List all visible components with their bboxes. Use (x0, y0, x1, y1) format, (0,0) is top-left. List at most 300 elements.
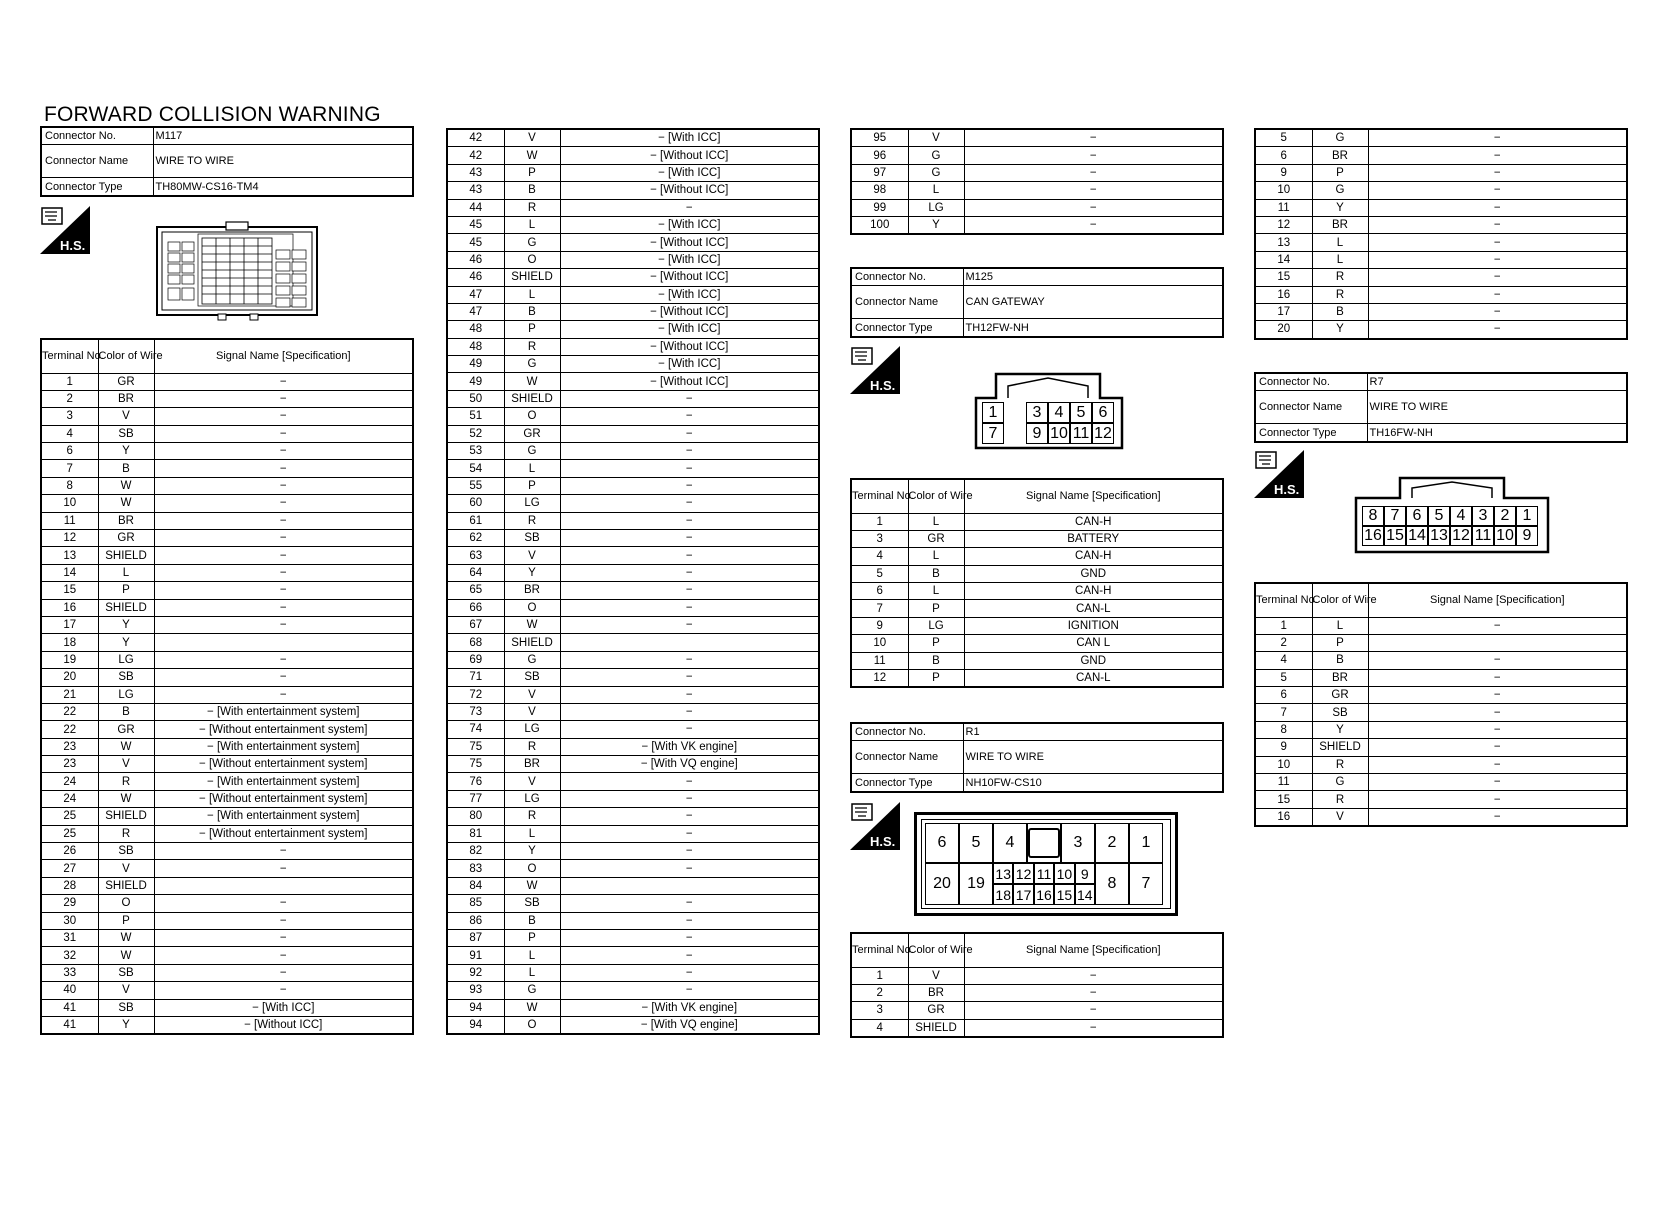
wire-color-cell: L (908, 182, 964, 199)
terminal-cell: 81 (447, 825, 504, 842)
terminal-cell: 71 (447, 669, 504, 686)
pin-cell: 14 (1075, 884, 1095, 905)
signal-cell: − [Without ICC] (560, 269, 819, 286)
terminal-cell: 85 (447, 895, 504, 912)
terminal-cell: 3 (41, 408, 98, 425)
hs-label: H.S. (1274, 482, 1300, 497)
table-row (1255, 269, 1627, 286)
harness-side-icon (1254, 450, 1304, 498)
table-row (447, 669, 819, 686)
wire-color-cell: L (1312, 251, 1368, 268)
pin-table-r7 (1254, 582, 1628, 827)
wire-color-cell: SB (98, 964, 154, 981)
signal-cell: − [With ICC] (560, 216, 819, 233)
wire-color-cell: BR (504, 582, 560, 599)
signal-cell: − [Without ICC] (560, 338, 819, 355)
terminal-cell: 6 (851, 583, 908, 600)
terminal-cell: 9 (1255, 164, 1312, 181)
wire-color-cell: V (1312, 808, 1368, 826)
wire-color-cell: O (98, 895, 154, 912)
terminal-cell: 16 (1255, 286, 1312, 303)
table-row (41, 999, 413, 1016)
col-header-signal: Signal Name [Specification] (964, 933, 1223, 967)
wire-color-cell: W (98, 930, 154, 947)
signal-cell: − [Without entertainment system] (154, 721, 413, 738)
wire-color-cell: W (98, 947, 154, 964)
wire-color-cell: V (504, 129, 560, 147)
signal-cell: − (560, 895, 819, 912)
signal-cell: − [Without ICC] (560, 303, 819, 320)
table-row (41, 982, 413, 999)
table-row (41, 860, 413, 877)
wire-color-cell: G (908, 164, 964, 181)
pin-table-m117-end (850, 128, 1224, 235)
table-row (447, 582, 819, 599)
table-row (1255, 634, 1627, 651)
signal-cell: − (1368, 182, 1627, 199)
table-row (851, 1002, 1223, 1019)
terminal-cell: 73 (447, 703, 504, 720)
table-row (447, 982, 819, 999)
table-row (447, 808, 819, 825)
wire-color-cell: GR (98, 530, 154, 547)
terminal-cell: 31 (41, 930, 98, 947)
pin-cell: 11 (1070, 423, 1092, 444)
wire-color-cell: L (504, 947, 560, 964)
wire-color-cell: L (908, 583, 964, 600)
wire-color-cell: Y (98, 1016, 154, 1034)
signal-cell: − (1368, 199, 1627, 216)
terminal-cell: 46 (447, 269, 504, 286)
col-header-terminal: Terminal No. (1255, 583, 1312, 617)
signal-cell: GND (964, 565, 1223, 582)
terminal-cell: 83 (447, 860, 504, 877)
rows-r7 (1255, 617, 1627, 826)
signal-cell (560, 634, 819, 651)
wire-color-cell: GR (98, 721, 154, 738)
table-row (447, 738, 819, 755)
terminal-cell: 53 (447, 443, 504, 460)
table-row (447, 1016, 819, 1034)
terminal-cell: 1 (851, 513, 908, 530)
label-connector-no: Connector No. (1255, 373, 1367, 391)
wire-color-cell: L (1312, 617, 1368, 634)
signal-cell: − (154, 425, 413, 442)
terminal-cell: 16 (1255, 808, 1312, 826)
wire-color-cell: V (98, 860, 154, 877)
wire-color-cell: LG (504, 790, 560, 807)
pin-cell: 4 (993, 823, 1027, 863)
table-row (1255, 687, 1627, 704)
wire-color-cell: Y (98, 634, 154, 651)
wire-color-cell: B (98, 460, 154, 477)
rows-r1 (851, 967, 1223, 1037)
terminal-cell: 96 (851, 147, 908, 164)
table-row (1255, 808, 1627, 826)
wire-color-cell: V (908, 967, 964, 984)
wire-color-cell: B (504, 912, 560, 929)
signal-cell: − [With ICC] (560, 286, 819, 303)
table-row (1255, 182, 1627, 199)
terminal-cell: 4 (41, 425, 98, 442)
signal-cell: − [With VK engine] (560, 999, 819, 1016)
signal-cell (560, 877, 819, 894)
pin-cell: 11 (1034, 863, 1054, 884)
hs-label: H.S. (60, 238, 86, 253)
signal-cell: − [With VQ engine] (560, 756, 819, 773)
signal-cell: − [Without ICC] (560, 147, 819, 164)
signal-cell: − (560, 390, 819, 407)
connector-name-value: WIRE TO WIRE (1367, 391, 1627, 424)
wire-color-cell: L (908, 513, 964, 530)
terminal-cell: 48 (447, 321, 504, 338)
terminal-cell: 64 (447, 564, 504, 581)
pin-cell: 8 (1362, 506, 1384, 526)
table-row (1255, 791, 1627, 808)
table-row (41, 738, 413, 755)
signal-cell: − [With ICC] (560, 356, 819, 373)
signal-cell: − (154, 373, 413, 390)
signal-cell: − (964, 129, 1223, 147)
wire-color-cell: V (504, 686, 560, 703)
signal-cell: − (560, 929, 819, 946)
harness-side-icon (40, 206, 90, 254)
wire-color-cell: L (1312, 234, 1368, 251)
wire-color-cell: LG (504, 721, 560, 738)
signal-cell: CAN-H (964, 548, 1223, 565)
connector-type-value: NH10FW-CS10 (963, 774, 1223, 792)
connector-no-value: R1 (963, 723, 1223, 741)
wire-color-cell: W (504, 147, 560, 164)
table-row (41, 808, 413, 825)
signal-cell: − (154, 616, 413, 633)
terminal-cell: 14 (41, 564, 98, 581)
table-row (1255, 147, 1627, 164)
wire-color-cell: GR (1312, 687, 1368, 704)
signal-cell: − (1368, 251, 1627, 268)
table-row (447, 269, 819, 286)
terminal-cell: 47 (447, 286, 504, 303)
terminal-cell: 60 (447, 495, 504, 512)
table-row (447, 338, 819, 355)
table-row (1255, 321, 1627, 339)
table-row (41, 912, 413, 929)
table-row (447, 129, 819, 147)
wire-color-cell: V (504, 703, 560, 720)
signal-cell: − (560, 964, 819, 981)
signal-cell: − [With entertainment system] (154, 703, 413, 720)
table-row (447, 443, 819, 460)
signal-cell: − (154, 582, 413, 599)
table-row (447, 356, 819, 373)
signal-cell: − [Without ICC] (560, 373, 819, 390)
wire-color-cell: BR (908, 984, 964, 1001)
signal-cell: GND (964, 652, 1223, 669)
table-row (851, 182, 1223, 199)
wire-color-cell: BR (98, 390, 154, 407)
label-connector-no: Connector No. (851, 723, 963, 741)
table-row (447, 947, 819, 964)
terminal-cell: 17 (1255, 303, 1312, 320)
table-row (41, 564, 413, 581)
terminal-cell: 11 (1255, 774, 1312, 791)
signal-cell: − (964, 147, 1223, 164)
pin-table-r1 (850, 932, 1224, 1038)
wire-color-cell: W (98, 477, 154, 494)
pin-cell: 9 (1026, 423, 1048, 444)
terminal-cell: 68 (447, 634, 504, 651)
table-row (447, 303, 819, 320)
table-row (447, 773, 819, 790)
signal-cell: − [With entertainment system] (154, 738, 413, 755)
table-row (447, 877, 819, 894)
table-row (447, 460, 819, 477)
wire-color-cell: R (504, 512, 560, 529)
signal-cell: − (154, 982, 413, 999)
signal-cell: − (154, 460, 413, 477)
label-connector-name: Connector Name (1255, 391, 1367, 424)
terminal-cell: 4 (851, 548, 908, 565)
table-row (41, 634, 413, 651)
pin-cell: 13 (1428, 526, 1450, 546)
connector-face-m125 (974, 372, 1124, 450)
signal-cell: − [Without entertainment system] (154, 790, 413, 807)
signal-cell: − (1368, 704, 1627, 721)
signal-cell: − [With ICC] (560, 164, 819, 181)
table-row (851, 617, 1223, 634)
terminal-cell: 24 (41, 790, 98, 807)
terminal-cell: 17 (41, 616, 98, 633)
wire-color-cell: G (504, 651, 560, 668)
pin-cell: 16 (1034, 884, 1054, 905)
wire-color-cell: W (504, 616, 560, 633)
connector-header-r1 (850, 722, 1224, 793)
table-row (41, 895, 413, 912)
table-row (851, 565, 1223, 582)
signal-cell: − (560, 199, 819, 216)
terminal-cell: 67 (447, 616, 504, 633)
wire-color-cell: G (504, 234, 560, 251)
signal-cell: − (154, 843, 413, 860)
wire-color-cell: SB (504, 669, 560, 686)
wire-color-cell: R (98, 773, 154, 790)
wire-color-cell: P (98, 912, 154, 929)
table-row (41, 616, 413, 633)
terminal-cell: 18 (41, 634, 98, 651)
table-row (447, 147, 819, 164)
table-row (41, 721, 413, 738)
terminal-cell: 91 (447, 947, 504, 964)
terminal-cell: 47 (447, 303, 504, 320)
wire-color-cell: W (504, 373, 560, 390)
wire-color-cell: W (98, 495, 154, 512)
signal-cell: CAN-L (964, 600, 1223, 617)
table-row (1255, 774, 1627, 791)
signal-cell: − (560, 529, 819, 546)
pin-cell: 7 (1129, 863, 1163, 905)
rows-m125 (851, 513, 1223, 687)
wire-color-cell: B (1312, 303, 1368, 320)
terminal-cell: 24 (41, 773, 98, 790)
connector-name-value: CAN GATEWAY (963, 286, 1223, 319)
pin-cell (1004, 423, 1026, 444)
pin-cell: 11 (1472, 526, 1494, 546)
signal-cell: − (154, 547, 413, 564)
pin-table-m117-continued (446, 128, 820, 1035)
rows-m117 (41, 373, 413, 1034)
table-row (41, 373, 413, 390)
pin-cell: 13 (993, 863, 1013, 884)
terminal-cell: 15 (1255, 791, 1312, 808)
signal-cell: − (154, 599, 413, 616)
table-row (1255, 303, 1627, 320)
table-row (1255, 234, 1627, 251)
terminal-cell: 41 (41, 999, 98, 1016)
wire-color-cell: V (98, 982, 154, 999)
terminal-cell: 4 (1255, 652, 1312, 669)
wire-color-cell: Y (504, 843, 560, 860)
table-row (41, 964, 413, 981)
wire-color-cell: O (504, 599, 560, 616)
signal-cell: − (154, 686, 413, 703)
terminal-cell: 45 (447, 216, 504, 233)
connector-name-value: WIRE TO WIRE (963, 741, 1223, 774)
label-connector-type: Connector Type (1255, 424, 1367, 442)
wire-color-cell: P (98, 582, 154, 599)
table-row (447, 721, 819, 738)
terminal-cell: 99 (851, 199, 908, 216)
pin-cell: 10 (1054, 863, 1074, 884)
signal-cell: − (1368, 739, 1627, 756)
table-row (447, 790, 819, 807)
pin-table-m117 (40, 338, 414, 1035)
signal-cell: − (154, 390, 413, 407)
wire-color-cell: B (504, 303, 560, 320)
connector-type-value: TH80MW-CS16-TM4 (153, 178, 413, 196)
table-row (447, 390, 819, 407)
table-row (41, 599, 413, 616)
wire-color-cell: L (504, 964, 560, 981)
signal-cell: − [With entertainment system] (154, 808, 413, 825)
wire-color-cell: V (504, 773, 560, 790)
wire-color-cell: V (98, 756, 154, 773)
col-header-terminal: Terminal No. (851, 479, 908, 513)
wire-color-cell: SHIELD (908, 1019, 964, 1037)
terminal-cell: 86 (447, 912, 504, 929)
signal-cell: − [With ICC] (560, 321, 819, 338)
table-row (1255, 704, 1627, 721)
signal-cell: − (1368, 234, 1627, 251)
table-row (447, 912, 819, 929)
wire-color-cell: W (98, 790, 154, 807)
table-row (41, 1016, 413, 1034)
table-row (851, 530, 1223, 547)
wire-color-cell: G (1312, 774, 1368, 791)
wire-color-cell: G (504, 356, 560, 373)
table-row (447, 425, 819, 442)
pin-cell: 7 (982, 423, 1004, 444)
terminal-cell: 3 (851, 1002, 908, 1019)
signal-cell: − (560, 564, 819, 581)
signal-cell: − (154, 947, 413, 964)
signal-cell: − (154, 530, 413, 547)
table-row (447, 634, 819, 651)
signal-cell: − [Without ICC] (154, 1016, 413, 1034)
table-row (447, 929, 819, 946)
wire-color-cell: P (908, 635, 964, 652)
terminal-cell: 20 (41, 669, 98, 686)
pin-cell: 12 (1450, 526, 1472, 546)
signal-cell: − (964, 984, 1223, 1001)
wire-color-cell: R (1312, 756, 1368, 773)
terminal-cell: 72 (447, 686, 504, 703)
terminal-cell: 7 (1255, 704, 1312, 721)
terminal-cell: 5 (1255, 669, 1312, 686)
signal-cell: CAN-H (964, 583, 1223, 600)
terminal-cell: 51 (447, 408, 504, 425)
harness-side-icon (850, 346, 900, 394)
wire-color-cell: Y (1312, 199, 1368, 216)
col-header-signal: Signal Name [Specification] (154, 339, 413, 373)
wire-color-cell: P (1312, 164, 1368, 181)
signal-cell: − (154, 860, 413, 877)
wire-color-cell: SHIELD (504, 390, 560, 407)
terminal-cell: 55 (447, 477, 504, 494)
wire-color-cell: R (504, 808, 560, 825)
table-row (851, 513, 1223, 530)
signal-cell: − (560, 599, 819, 616)
signal-cell: − (560, 843, 819, 860)
wire-color-cell: BR (504, 756, 560, 773)
label-connector-name: Connector Name (851, 741, 963, 774)
terminal-cell: 98 (851, 182, 908, 199)
signal-cell (1368, 634, 1627, 651)
wire-color-cell: R (504, 738, 560, 755)
terminal-cell: 61 (447, 512, 504, 529)
terminal-cell: 23 (41, 738, 98, 755)
signal-cell: − (154, 651, 413, 668)
r1-face-grid (925, 823, 1165, 905)
pin-cell: 20 (925, 863, 959, 905)
wire-color-cell: Y (98, 443, 154, 460)
table-row (851, 147, 1223, 164)
wire-color-cell: W (504, 877, 560, 894)
table-row (447, 964, 819, 981)
connector-face-r1 (914, 812, 1178, 916)
signal-cell: − (560, 808, 819, 825)
signal-cell: − (154, 895, 413, 912)
terminal-cell: 6 (1255, 147, 1312, 164)
signal-cell: BATTERY (964, 530, 1223, 547)
terminal-cell: 10 (1255, 182, 1312, 199)
signal-cell: − [With entertainment system] (154, 773, 413, 790)
table-row (447, 599, 819, 616)
signal-cell: − [Without entertainment system] (154, 825, 413, 842)
table-row (447, 477, 819, 494)
signal-cell: CAN-H (964, 513, 1223, 530)
terminal-cell: 15 (1255, 269, 1312, 286)
wire-color-cell: L (504, 460, 560, 477)
terminal-cell: 44 (447, 199, 504, 216)
signal-cell: − (560, 547, 819, 564)
pin-cell: 19 (959, 863, 993, 905)
label-connector-no: Connector No. (41, 127, 153, 145)
terminal-cell: 62 (447, 529, 504, 546)
terminal-cell: 69 (447, 651, 504, 668)
wire-color-cell: BR (1312, 147, 1368, 164)
signal-cell: − (560, 721, 819, 738)
wire-color-cell: B (908, 565, 964, 582)
